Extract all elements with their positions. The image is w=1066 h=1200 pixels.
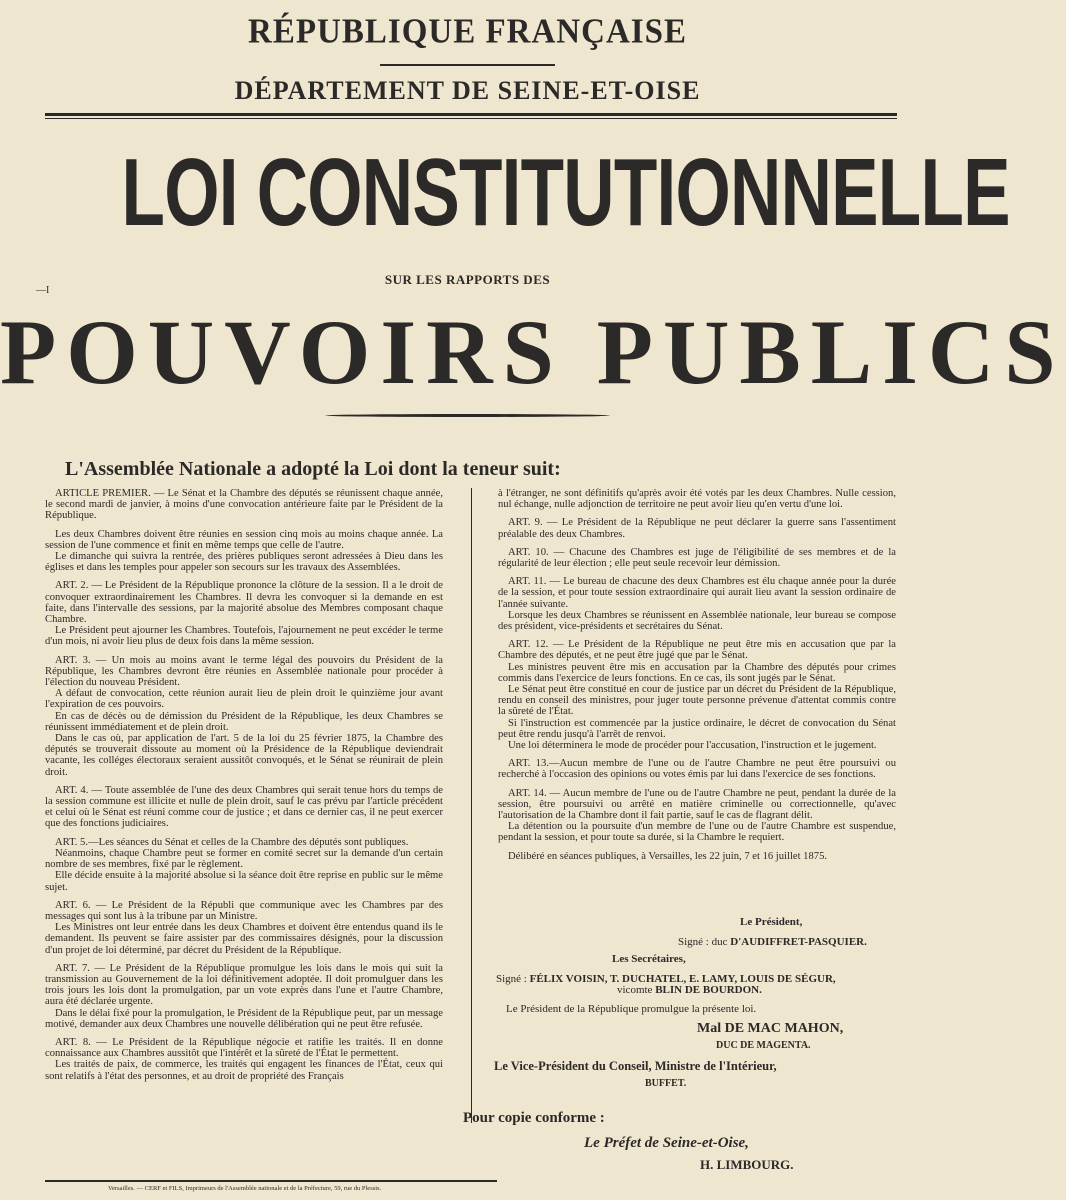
right-column — [498, 488, 896, 869]
signed-label: Signé : — [496, 973, 527, 985]
left-para: ART. 5.—Les séances du Sénat et celles de la Chambre des députés sont publiques. — [55, 836, 409, 848]
intro-line: L'Assemblée Nationale a adopté la Loi dont la teneur suit: — [65, 458, 561, 480]
right-para: Délibéré en séances publiques, à Versailles, les 22 juin, 7 et 16 juillet 1875. — [508, 850, 828, 862]
limbourg: H. LIMBOURG. — [700, 1157, 794, 1172]
title-pouvoirs-publics: POUVOIRS PUBLICS — [0, 301, 1066, 403]
vice-president-line: Le Vice-Président du Conseil, Ministre de l'Intérieur, — [494, 1059, 777, 1073]
left-para: En cas de décès ou de démission du Président de la République, les deux Chambres se réunissent immédiatement et de plein droit. — [45, 710, 443, 733]
left-para: A défaut de convocation, cette réunion aurait lieu de plein droit le quinzième jour avant l'expiration de ces pouvoirs. — [45, 688, 443, 711]
ornament-swell — [325, 414, 610, 417]
left-para: Néanmoins, chaque Chambre peut se former en comité secret sur la demande d'un certain nombre de ses membres, fixé par le règlement. — [45, 847, 443, 871]
left-para: ARTICLE PREMIER. — Le Sénat et la Chambre des députés se réunissent chaque année, le second mardi de janvier, à moins d'une convocation antérieure faite par le Président de la République. — [45, 488, 443, 522]
president-signature — [678, 936, 867, 948]
left-para: Les traités de paix, de commerce, les traités qui engagent les finances de l'État, ceux qui sont relatifs à l'état des personnes, et au droit de propriété des Français — [45, 1059, 443, 1082]
left-para: ART. 2. — Le Président de la République prononce la clôture de la session. Il a le droit de convoquer extraordinairement les Chambres. Il devra les convoquer si la demande en est faite, dans l'intervalle des sessions, par la majorité absolue des Membres composant chaque Chambre. — [45, 580, 443, 626]
prefet-line: Le Préfet de Seine-et-Oise, — [584, 1135, 749, 1151]
buffet: BUFFET. — [645, 1078, 687, 1089]
left-para: Dans le délai fixé pour la promulgation, le Président de la République peut, par un message motivé, demander aux deux Chambres une nouvelle délibération qui ne peut être refusée. — [45, 1007, 443, 1030]
ornament-line — [380, 64, 555, 66]
left-para: Elle décide ensuite à la majorité absolue si la séance doit être reprise en public sur le même sujet. — [45, 870, 443, 893]
blin-de-bourdon: BLIN DE BOURDON. — [655, 984, 762, 996]
mac-mahon: Mal DE MAC MAHON, — [697, 1021, 844, 1036]
right-para: à l'étranger, ne sont définitifs qu'après avoir été votés par les deux Chambres. Nulle cession, nul échange, nulle adjonction de territoire ne peut avoir lieu qu'en vertu d'une loi. — [498, 488, 896, 511]
printer-line: Versailles. — CERF et FILS, Imprimeurs de l'Assemblée nationale et de la Préfecture, 59, rue du Plessis. — [108, 1185, 382, 1192]
signed-label: Signé : duc — [678, 936, 728, 948]
title-subline: SUR LES RAPPORTS DES — [384, 272, 551, 287]
left-para: ART. 8. — Le Président de la République négocie et ratifie les traités. Il en donne connaissance aux Chambres aussitôt que l'intérêt et la sûreté de l'État le permettent. — [45, 1036, 443, 1060]
left-para: ART. 3. — Un mois au moins avant le terme légal des pouvoirs du Président de la République, les Chambres devront être réunies en Assemblée nationale pour procéder à l'élection du nouveau Président. — [45, 654, 443, 689]
left-para: Le Président peut ajourner les Chambres. Toutefois, l'ajournement ne peut excéder le terme d'un mois, ni avoir lieu plus de deux fois dans la même session. — [45, 625, 443, 648]
right-para: ART. 10. — Chacune des Chambres est juge de l'éligibilité de ses membres et de la régularité de leur élection ; elle peut seule recevoir leur démission. — [498, 546, 896, 570]
title-loi-constitutionnelle: LOI CONSTITUTIONNELLE — [121, 139, 1010, 246]
secretaries-label: Les Secrétaires, — [612, 953, 686, 965]
president-label: Le Président, — [740, 916, 803, 928]
left-para: Les deux Chambres doivent être réunies en session cinq mois au moins chaque année. La session de l'une commence et finit en même temps que celle de l'autre. — [45, 528, 443, 551]
heading-rule — [45, 113, 897, 116]
right-para: Les ministres peuvent être mis en accusation par la Chambre des députés pour crimes commis dans l'exercice de leurs fonctions. En ce cas, ils sont jugés par le Sénat. — [498, 661, 896, 684]
left-para: ART. 4. — Toute assemblée de l'une des deux Chambres qui serait tenue hors du temps de la session commune est illicite et nulle de plein droit, sauf le cas prévu par l'article précédent et celui où le Sénat est réuni comme cour de justice ; et dans ce dernier cas, il ne peut exercer que des fonctions judiciaires. — [45, 784, 443, 830]
left-para: ART. 7. — Le Président de la République promulgue les lois dans le mois qui suit la transmission au Gouvernement de la loi définitivement adoptée. Il doit promulguer dans les trois jours les lois dont la promulgation, par un vote exprès dans l'une et l'autre Chambre, aura été déclarée urgente. — [45, 962, 443, 1008]
left-column — [45, 488, 443, 1089]
secretaries-line2 — [617, 984, 762, 996]
left-para: Le dimanche qui suivra la rentrée, des prières publiques seront adressées à Dieu dans les églises et dans les temples pour appeler son secours sur les travaux des Assemblées. — [45, 551, 443, 574]
right-para: Lorsque les deux Chambres se réunissent en Assemblée nationale, leur bureau se compose des président, vice-présidents et secrétaires du Sénat. — [498, 609, 896, 633]
right-para: Une loi déterminera le mode de procéder pour l'accusation, l'instruction et le jugement. — [508, 740, 877, 752]
margin-mark: —I — [36, 285, 50, 296]
left-para: Dans le cas où, par application de l'art. 5 de la loi du 25 février 1875, la Chambre des députés se trouverait dissoute au moment où la Présidence de la République deviendrait vacante, les colléges électoraux seraient aussitôt convoqués, et le Sénat se réunirait de plein droit. — [45, 733, 443, 778]
right-para: Le Sénat peut être constitué en cour de justice par un décret du Président de la République, rendu en conseil des ministres, pour juger toute personne prévenue d'attentat commis contre la sûreté de l'État. — [498, 684, 896, 718]
footer-rule — [45, 1180, 497, 1182]
right-para: ART. 11. — Le bureau de chacune des deux Chambres est élu chaque année pour la durée de la session, et pour toute session extraordinaire qui aurait lieu avant la session ordinaire de l'année suivante. — [498, 576, 896, 610]
right-para: ART. 14. — Aucun membre de l'une ou de l'autre Chambre ne peut, pendant la durée de la session, être poursuivi ou arrêté en matière criminelle ou correctionnelle, qu'avec l'autorisation de la Chambre dont il fait partie, sauf le cas de flagrant délit. — [498, 787, 896, 822]
left-para: ART. 6. — Le Président de la Républi que communique avec les Chambres par des messages qui sont lus à la tribune par un Ministre. — [45, 899, 443, 922]
republic-heading: RÉPUBLIQUE FRANÇAISE — [248, 13, 687, 51]
right-para: ART. 12. — Le Président de la République ne peut être mis en accusation que par la Chambre des députés, et ne peut être jugé que par le Sénat. — [498, 639, 896, 662]
department-heading: DÉPARTEMENT DE SEINE-ET-OISE — [234, 76, 701, 105]
right-para: ART. 13.—Aucun membre de l'une ou de l'autre Chambre ne peut être poursuivi ou recherché à l'occasion des opinions ou votes émis par lui dans l'exercice de ses fonctions. — [498, 758, 896, 781]
duc-de-magenta: DUC DE MAGENTA. — [716, 1040, 811, 1051]
left-para: Les Ministres ont leur entrée dans les deux Chambres et doivent être entendus quand ils le demandent. Ils peuvent se faire assister par des commissaires désignés, pour la discussion d'un projet de loi déterminé, par décret du Président de la République. — [45, 922, 443, 956]
secretaries-names: FÉLIX VOISIN, T. DUCHATEL, E. LAMY, LOUIS DE SÉGUR, — [529, 973, 836, 985]
vicomte-label: vicomte — [617, 984, 653, 996]
promulgation-line: Le Président de la République promulgue la présente loi. — [506, 1003, 757, 1015]
copie-conforme: Pour copie conforme : — [463, 1110, 605, 1126]
president-name: D'AUDIFFRET-PASQUIER. — [730, 936, 867, 948]
right-para: ART. 9. — Le Président de la République ne peut déclarer la guerre sans l'assentiment préalable des deux Chambres. — [498, 517, 896, 540]
column-divider — [471, 488, 472, 1123]
right-para: Si l'instruction est commencée par la justice ordinaire, le décret de convocation du Sénat peut être rendu jusqu'à l'arrêt de renvoi. — [498, 717, 896, 740]
right-para: La détention ou la poursuite d'un membre de l'une ou de l'autre Chambre est suspendue, pendant la session, et pour toute sa durée, si la Chambre le requiert. — [498, 821, 896, 844]
